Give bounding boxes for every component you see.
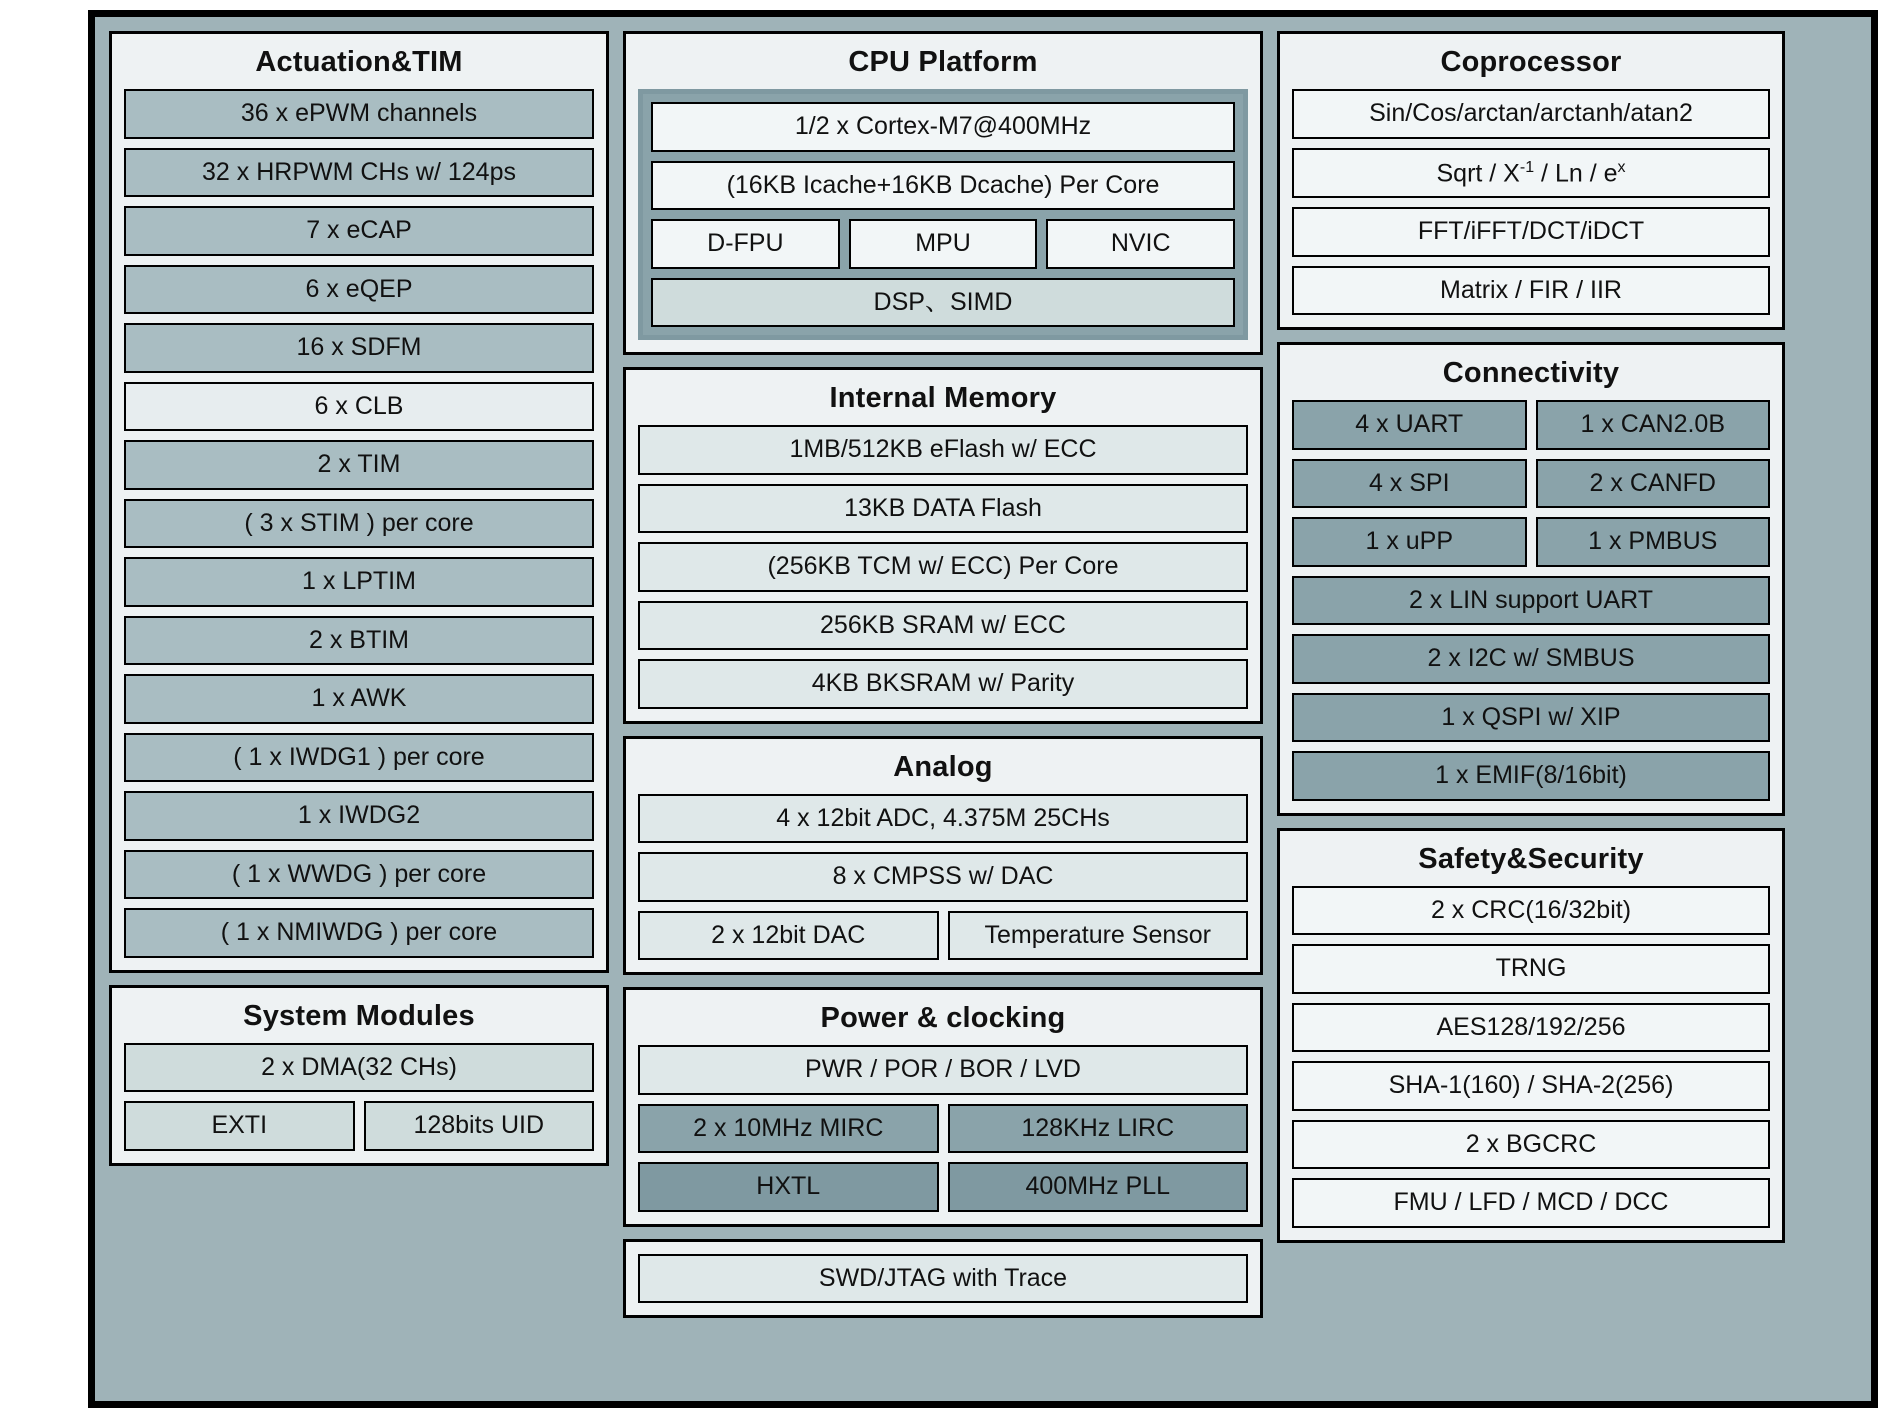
block-dfpu: D-FPU [651,219,840,269]
block-cmpss: 8 x CMPSS w/ DAC [638,852,1248,902]
chip-outline [88,10,1878,1408]
block-lirc: 128KHz LIRC [948,1104,1249,1154]
row-upp-pmbus [1292,517,1770,567]
block-swd-jtag: SWD/JTAG with Trace [638,1254,1248,1304]
block-dma: 2 x DMA(32 CHs) [124,1043,594,1093]
panel-title-actuation-tim: Actuation&TIM [255,46,463,78]
row-fpu-mpu-nvic [651,219,1235,269]
block-btim: 2 x BTIM [124,616,594,666]
block-mirc: 2 x 10MHz MIRC [638,1104,939,1154]
panel-title-power-clocking: Power & clocking [820,1002,1066,1034]
block-eqep: 6 x eQEP [124,265,594,315]
block-eflash: 1MB/512KB eFlash w/ ECC [638,425,1248,475]
block-bksram: 4KB BKSRAM w/ Parity [638,659,1248,709]
block-nmiwdg: ( 1 x NMIWDG ) per core [124,908,594,958]
block-can20b: 1 x CAN2.0B [1536,400,1771,450]
block-canfd: 2 x CANFD [1536,459,1771,509]
block-awk: 1 x AWK [124,674,594,724]
block-aes: AES128/192/256 [1292,1003,1770,1053]
cpu-inner-group [638,89,1248,340]
block-emif: 1 x EMIF(8/16bit) [1292,751,1770,801]
block-iwdg2: 1 x IWDG2 [124,791,594,841]
block-qspi: 1 x QSPI w/ XIP [1292,693,1770,743]
panel-coprocessor [1277,31,1785,330]
panel-swd-jtag [623,1239,1263,1319]
column-middle [623,31,1263,1387]
block-sqrt-ln-exp: Sqrt / $X^{-1}$ / Ln / $e^x$ [1292,148,1770,199]
block-sha: SHA-1(160) / SHA-2(256) [1292,1061,1770,1111]
panel-safety-security [1277,828,1785,1243]
row-hxtl-pll [638,1162,1248,1212]
block-lin: 2 x LIN support UART [1292,576,1770,626]
block-ecap: 7 x eCAP [124,206,594,256]
block-clb: 6 x CLB [124,382,594,432]
block-matrix-fir-iir: Matrix / FIR / IIR [1292,266,1770,316]
panel-analog [623,736,1263,976]
block-stim: ( 3 x STIM ) per core [124,499,594,549]
panel-cpu-platform [623,31,1263,355]
block-sdfm: 16 x SDFM [124,323,594,373]
block-hxtl: HXTL [638,1162,939,1212]
block-hrpwm: 32 x HRPWM CHs w/ 124ps [124,148,594,198]
block-exti: EXTI [124,1101,355,1151]
block-upp: 1 x uPP [1292,517,1527,567]
block-cortex-m7: 1/2 x Cortex-M7@400MHz [651,102,1235,152]
block-tim: 2 x TIM [124,440,594,490]
block-bgcrc: 2 x BGCRC [1292,1120,1770,1170]
panel-title-safety-security: Safety&Security [1418,842,1644,875]
block-wwdg: ( 1 x WWDG ) per core [124,850,594,900]
row-dac-temp [638,911,1248,961]
panel-power-clocking [623,987,1263,1227]
block-mpu: MPU [849,219,1038,269]
block-lptim: 1 x LPTIM [124,557,594,607]
block-iwdg1: ( 1 x IWDG1 ) per core [124,733,594,783]
column-right [1277,31,1785,1387]
block-trng: TRNG [1292,944,1770,994]
panel-title-system-modules: System Modules [243,999,475,1032]
block-sram: 256KB SRAM w/ ECC [638,601,1248,651]
block-pwr: PWR / POR / BOR / LVD [638,1045,1248,1095]
row-spi-canfd [1292,459,1770,509]
block-fft: FFT/iFFT/DCT/iDCT [1292,207,1770,257]
block-tcm: (256KB TCM w/ ECC) Per Core [638,542,1248,592]
panel-actuation-tim [109,31,609,973]
row-exti-uid [124,1101,594,1151]
block-cache: (16KB Icache+16KB Dcache) Per Core [651,161,1235,211]
block-uart: 4 x UART [1292,400,1527,450]
block-adc: 4 x 12bit ADC, 4.375M 25CHs [638,794,1248,844]
panel-title-connectivity: Connectivity [1442,357,1620,390]
panel-connectivity [1277,342,1785,816]
block-data-flash: 13KB DATA Flash [638,484,1248,534]
panel-title-analog: Analog [893,750,993,783]
block-trig: Sin/Cos/arctan/arctanh/atan2 [1292,89,1770,139]
block-nvic: NVIC [1046,219,1235,269]
panel-title-internal-memory: Internal Memory [829,382,1057,414]
panel-internal-memory [623,367,1263,724]
row-mirc-lirc [638,1104,1248,1154]
block-uid: 128bits UID [364,1101,595,1151]
panel-title-coprocessor: Coprocessor [1440,46,1622,78]
panel-system-modules [109,985,609,1166]
row-uart-can [1292,400,1770,450]
block-dsp-simd: DSP、SIMD [651,278,1235,328]
block-fmu: FMU / LFD / MCD / DCC [1292,1178,1770,1228]
panel-title-cpu-platform: CPU Platform [848,46,1038,78]
block-pmbus: 1 x PMBUS [1536,517,1771,567]
block-dac: 2 x 12bit DAC [638,911,939,961]
block-i2c: 2 x I2C w/ SMBUS [1292,634,1770,684]
block-spi: 4 x SPI [1292,459,1527,509]
block-pll: 400MHz PLL [948,1162,1249,1212]
block-epwm: 36 x ePWM channels [124,89,594,139]
block-temperature-sensor: Temperature Sensor [948,911,1249,961]
column-left [109,31,609,1387]
block-crc: 2 x CRC(16/32bit) [1292,886,1770,936]
